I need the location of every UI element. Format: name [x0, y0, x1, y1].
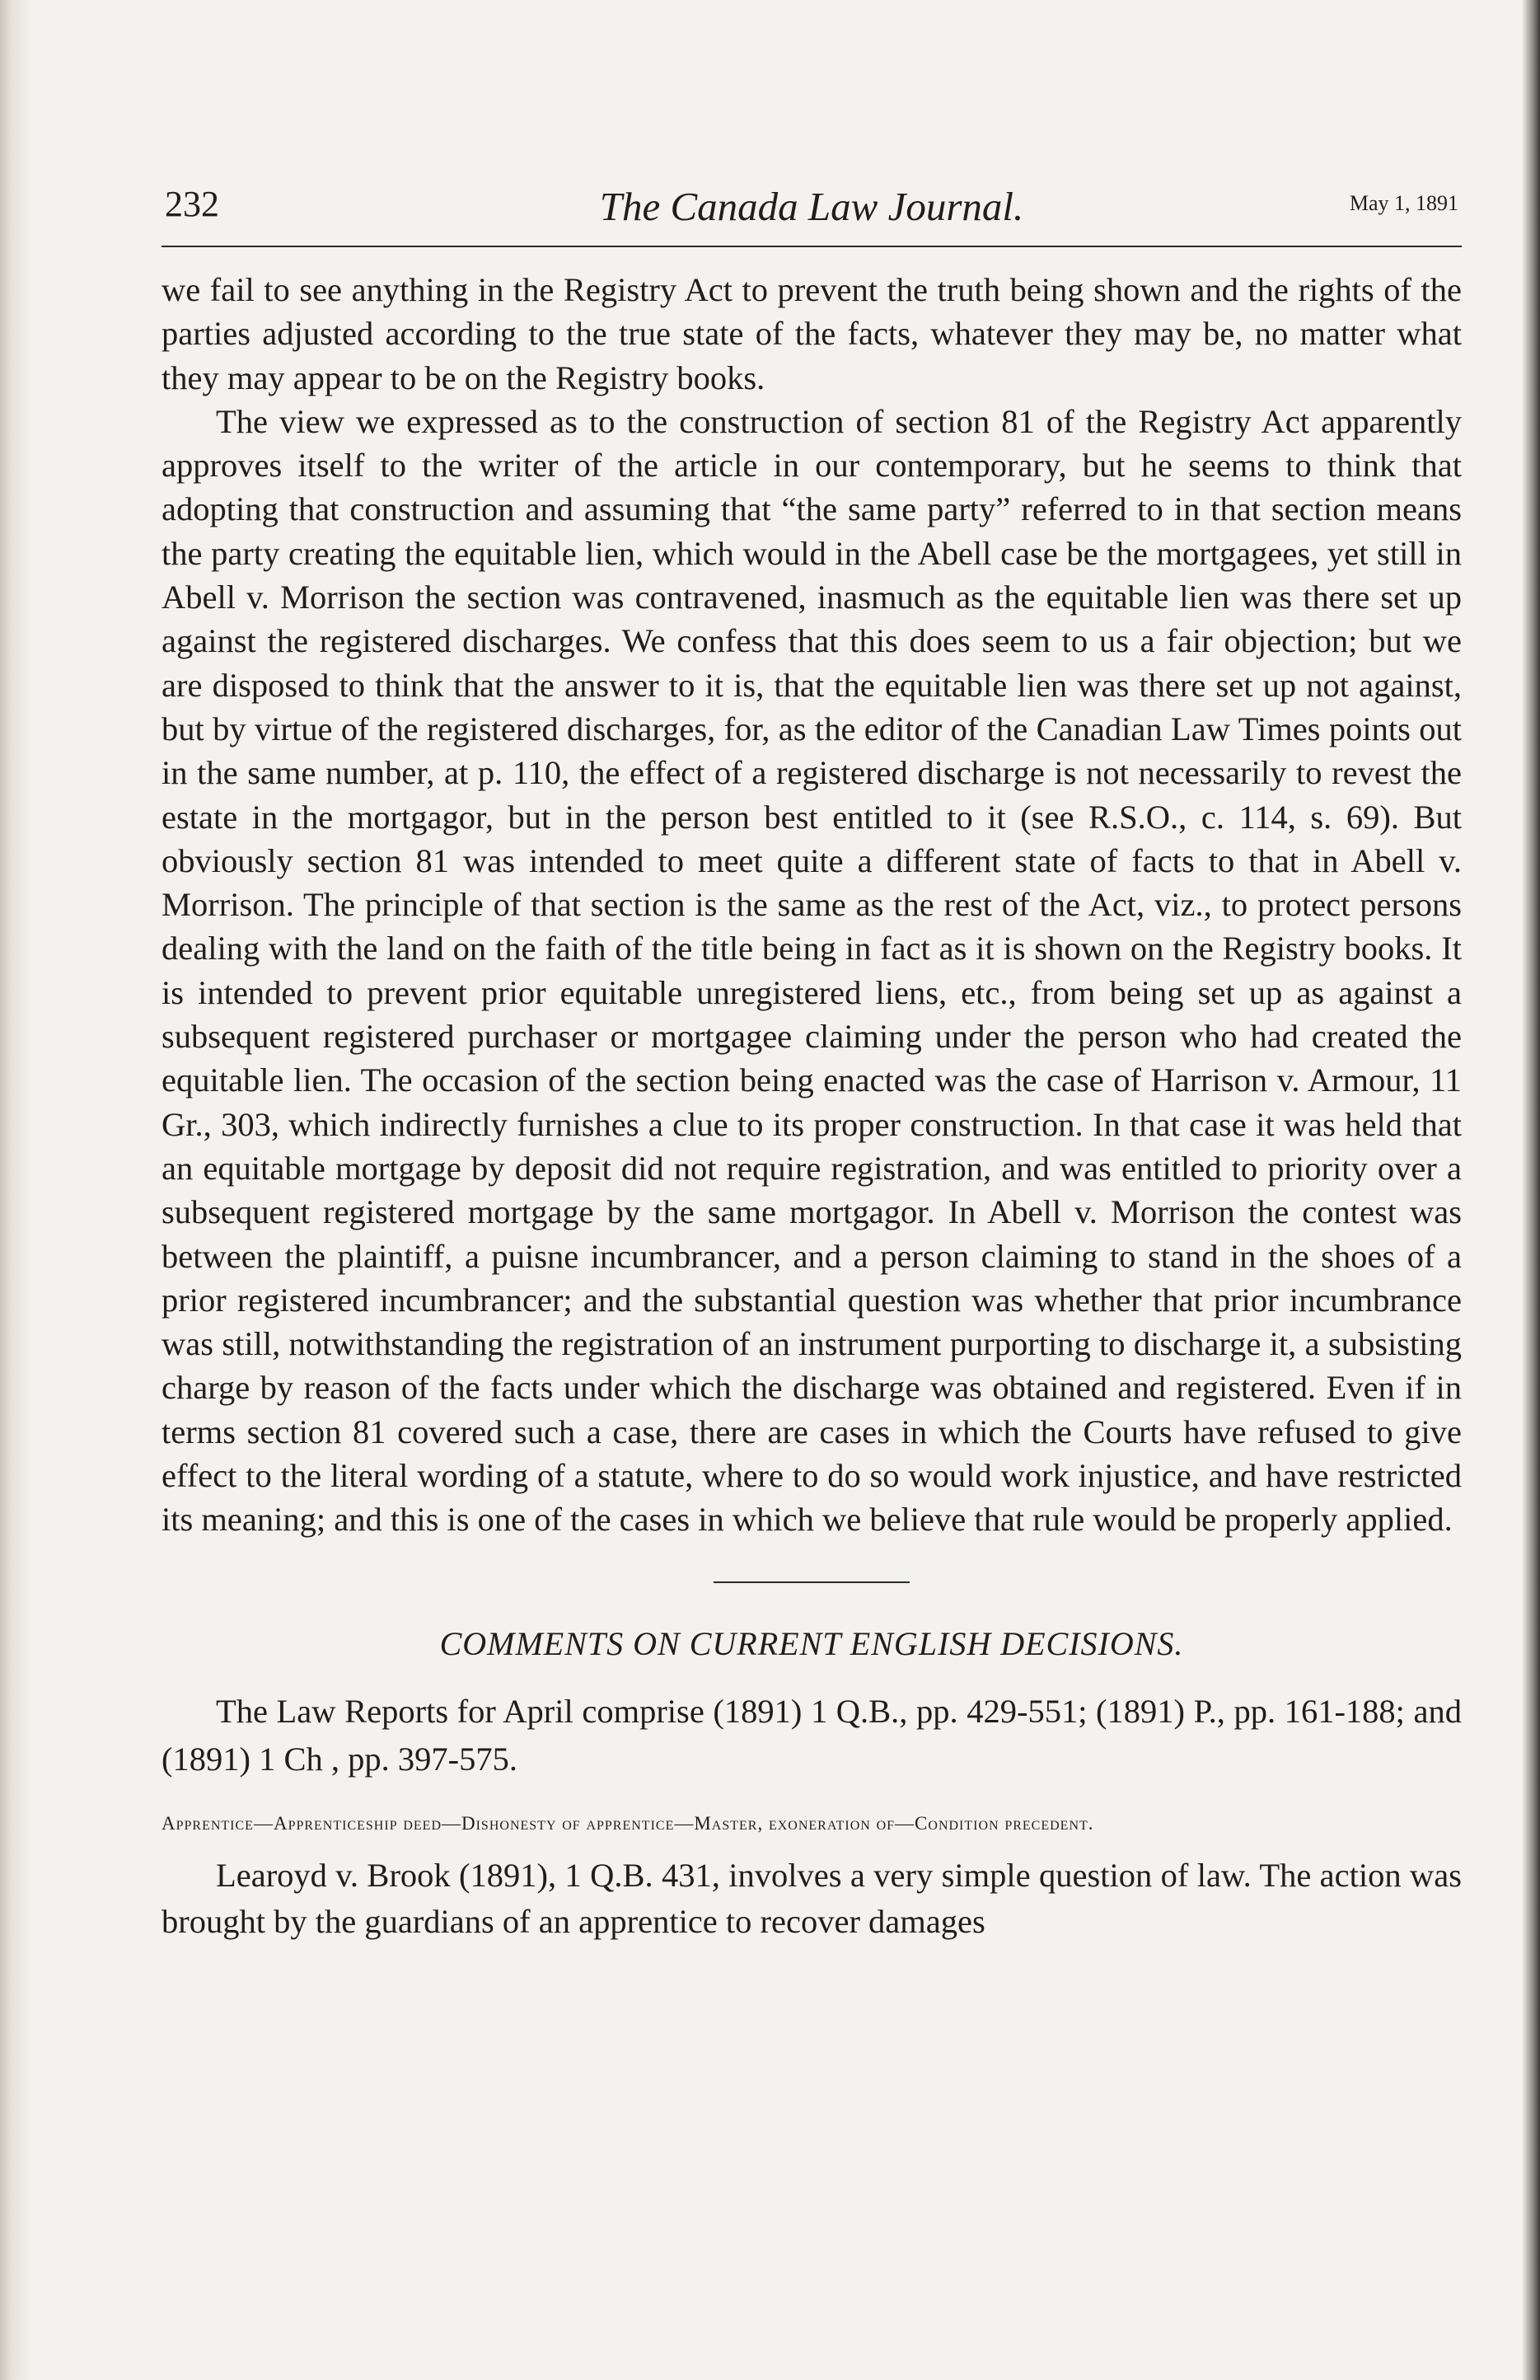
article-paragraph-continued: we fail to see anything in the Registry Act to prevent the truth being shown and the rights of the parties adjusted according to the true state of the facts, whatever they may be, no matter what they may appear to be on the Registry books.	[161, 271, 1462, 396]
header-rule	[161, 246, 1462, 247]
law-reports-paragraph: The Law Reports for April comprise (1891) 1 Q.B., pp. 429-551; (1891) P., pp. 161-188; and (1891) 1 Ch , pp. 397-575.	[161, 1692, 1462, 1778]
page-number: 232	[165, 184, 219, 224]
section-heading: COMMENTS ON CURRENT ENGLISH DECISIONS.	[439, 1624, 1184, 1662]
running-header	[165, 183, 1458, 241]
page-right-shadow	[1522, 0, 1540, 2380]
section-divider	[714, 1581, 910, 1583]
page-body	[161, 268, 1462, 1945]
page-left-shadow	[0, 0, 33, 2380]
article-paragraph: The view we expressed as to the construction of section 81 of the Registry Act apparently approves itself to the writer of the article in our contemporary, but he seems to think that adopting that construction and assuming that “the same party” referred to in that section means the party creating the equitable lien, which would in the Abell case be the mortgagees, yet still in Abell v. Morrison the section was contravened, inasmuch as the equitable lien was there set up against the registered discharges. We confess that this does seem to us a fair objection; but we are disposed to think that the answer to it is, that the equitable lien was there set up not against, but by virtue of the registered discharges, for, as the editor of the Canadian Law Times points out in the same number, at p. 110, the effect of a registered discharge is not necessarily to revest the estate in the mortgagor, but in the person best entitled to it (see R.S.O., c. 114, s. 69). But obviously section 81 was intended to meet quite a different state of facts to that in Abell v. Morrison. The principle of that section is the same as the rest of the Act, viz., to protect persons dealing with the land on the faith of the title being in fact as it is shown on the Registry books. It is intended to prevent prior equitable unregistered liens, etc., from being set up as against a subsequent registered purchaser or mortgagee claiming under the person who had created the equitable lien. The occasion of the section being enacted was the case of Harrison v. Armour, 11 Gr., 303, which indirectly furnishes a clue to its proper construction. In that case it was held that an equitable mortgage by deposit did not require registration, and was entitled to priority over a subsequent registered mortgage by the same mortgagor. In Abell v. Morrison the contest was between the plaintiff, a puisne incumbrancer, and a person claiming to stand in the shoes of a prior registered incumbrancer; and the substantial question was whether that prior incumbrance was still, notwithstanding the registration of an instrument purporting to discharge it, a subsisting charge by reason of the facts under which the discharge was obtained and registered. Even if in terms section 81 covered such a case, there are cases in which the Courts have refused to give effect to the literal wording of a statute, where to do so would work injustice, and have restricted its meaning; and this is one of the cases in which we believe that rule would be properly applied.	[161, 402, 1462, 1539]
topic-heading: Apprentice—Apprenticeship deed—Dishonesty of apprentice—Master, exoneration of—Condition precedent.	[161, 1812, 1094, 1834]
case-paragraph: Learoyd v. Brook (1891), 1 Q.B. 431, involves a very simple question of law. The action was brought by the guardians of an apprentice to recover damages	[161, 1856, 1462, 1940]
issue-date: May 1, 1891	[1349, 191, 1458, 215]
journal-title: The Canada Law Journal.	[599, 184, 1024, 229]
